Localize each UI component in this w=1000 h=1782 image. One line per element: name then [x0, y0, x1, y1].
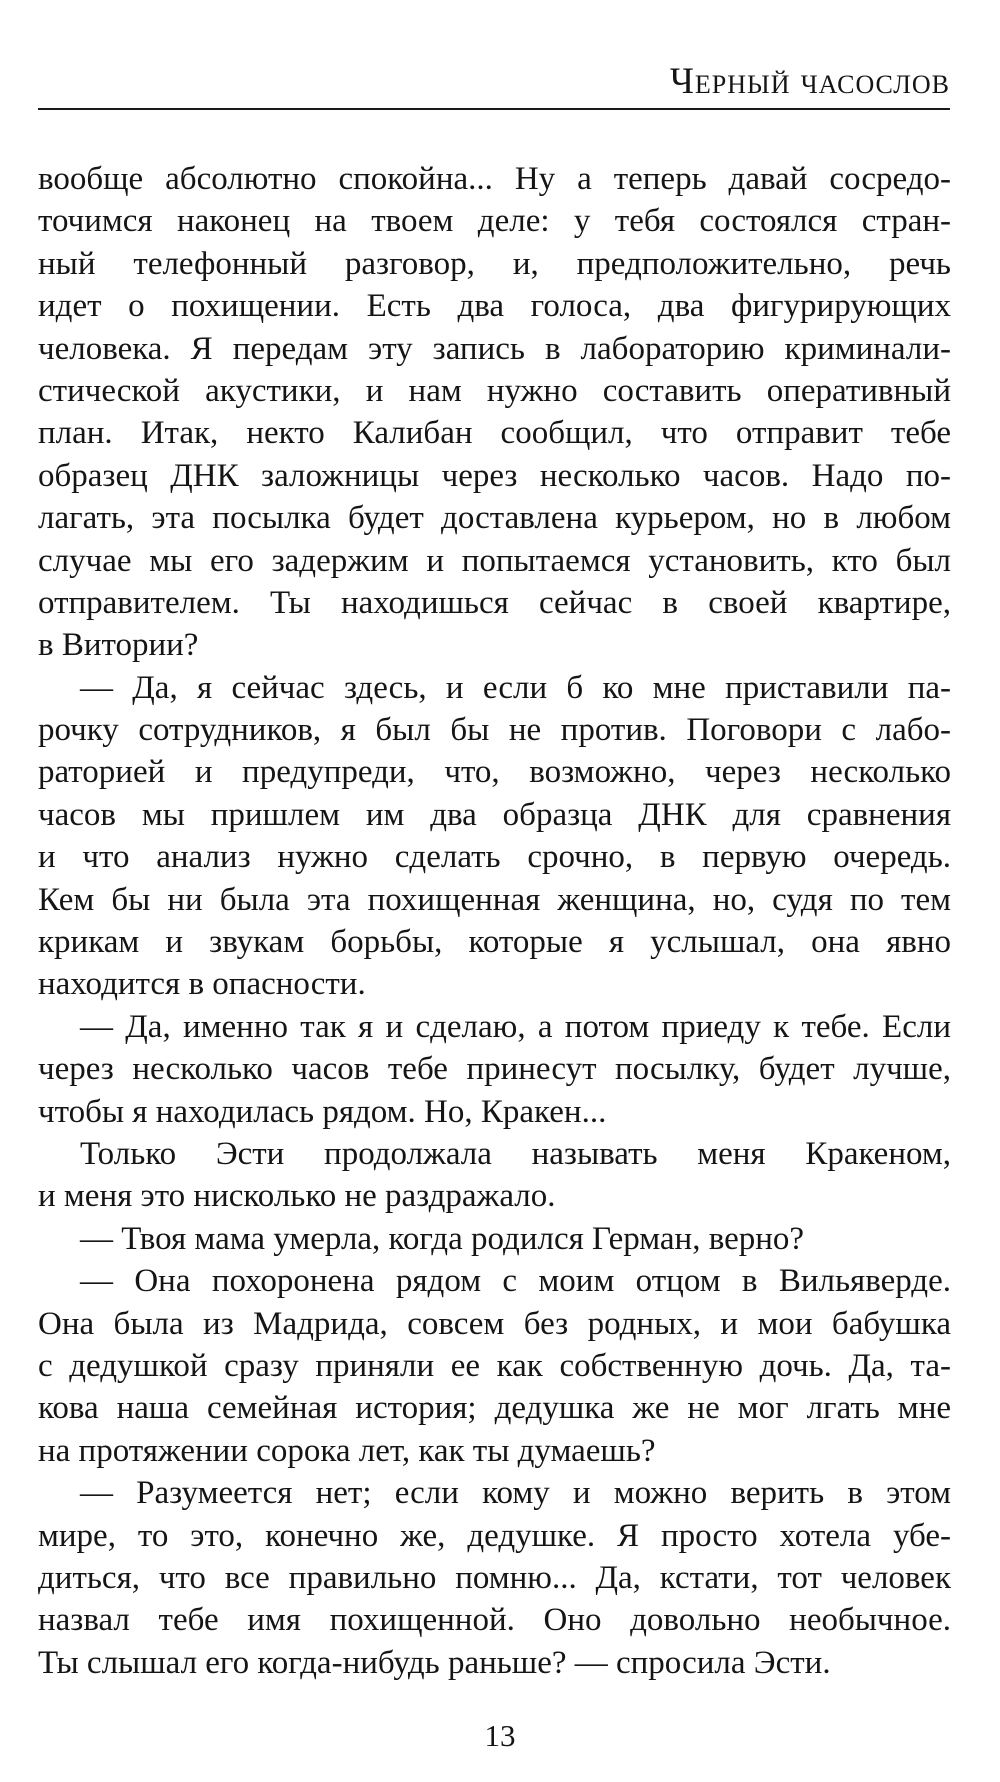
- text-line: находится в опасности.: [38, 966, 366, 1003]
- text-line: кова наша семейная история; дедушка же не мог лгать мне: [38, 1390, 951, 1427]
- text-line: чтобы я находилась рядом. Но, Кракен...: [38, 1093, 607, 1130]
- text-line: мире, то это, конечно же, дедушке. Я просто хотела убе-: [38, 1517, 951, 1554]
- text-line: случае мы его задержим и попытаемся установить, кто был: [38, 542, 951, 579]
- text-line: и меня это нисколько не раздражало.: [38, 1178, 556, 1215]
- text-line: человека. Я передам эту запись в лабораторию криминали-: [38, 330, 951, 367]
- text-line: часов мы пришлем им два образца ДНК для сравнения: [38, 796, 951, 833]
- text-line: рочку сотрудников, я был бы не против. Поговори с лабо-: [38, 712, 951, 749]
- text-line: — Разумеется нет; если кому и можно верить в этом: [80, 1475, 951, 1512]
- text-line: лагать, эта посылка будет доставлена курьером, но в любом: [38, 500, 951, 537]
- text-line: — Она похоронена рядом с моим отцом в Вильяверде.: [80, 1263, 951, 1300]
- text-line: Она была из Мадрида, совсем без родных, и мои бабушка: [38, 1305, 951, 1342]
- running-title: Черный часослов: [669, 61, 950, 102]
- text-line: — Твоя мама умерла, когда родился Герман, верно?: [80, 1220, 805, 1257]
- text-line: крикам и звукам борьбы, которые я услышал, она явно: [38, 924, 951, 961]
- text-line: образец ДНК заложницы через несколько часов. Надо по-: [38, 457, 951, 494]
- text-line: план. Итак, некто Калибан сообщил, что отправит тебе: [38, 415, 951, 452]
- text-line: отправителем. Ты находишься сейчас в своей квартире,: [38, 584, 951, 621]
- text-line: назвал тебе имя похищенной. Оно довольно необычное.: [38, 1602, 951, 1639]
- running-head: [38, 58, 950, 110]
- text-line: с дедушкой сразу приняли ее как собственную дочь. Да, та-: [38, 1347, 951, 1384]
- text-line: точимся наконец на твоем деле: у тебя состоялся стран-: [38, 203, 951, 240]
- text-line: Кем бы ни была эта похищенная женщина, но, судя по тем: [38, 881, 951, 918]
- text-body: [38, 158, 951, 1684]
- text-line: раторией и предупреди, что, возможно, через несколько: [38, 754, 951, 791]
- text-line: в Витории?: [38, 627, 199, 664]
- text-line: — Да, я сейчас здесь, и если б ко мне приставили па-: [80, 669, 951, 706]
- text-line: идет о похищении. Есть два голоса, два фигурирующих: [38, 288, 951, 325]
- text-line: через несколько часов тебе принесут посылку, будет лучше,: [38, 1051, 951, 1088]
- text-line: и что анализ нужно сделать срочно, в первую очередь.: [38, 839, 951, 876]
- text-line: диться, что все правильно помню... Да, кстати, тот человек: [38, 1559, 951, 1596]
- text-line: — Да, именно так я и сделаю, а потом приеду к тебе. Если: [80, 1008, 951, 1045]
- text-line: Ты слышал его когда-нибудь раньше? — спросила Эсти.: [38, 1644, 831, 1681]
- text-line: Только Эсти продолжала называть меня Кракеном,: [80, 1135, 951, 1172]
- text-line: на протяжении сорока лет, как ты думаешь?: [38, 1432, 656, 1469]
- page-number: 13: [484, 1718, 516, 1753]
- text-line: вообще абсолютно спокойна... Ну а теперь давай сосредо-: [38, 161, 951, 197]
- text-line: ный телефонный разговор, и, предположительно, речь: [38, 245, 951, 282]
- text-line: стической акустики, и нам нужно составить оперативный: [38, 372, 951, 409]
